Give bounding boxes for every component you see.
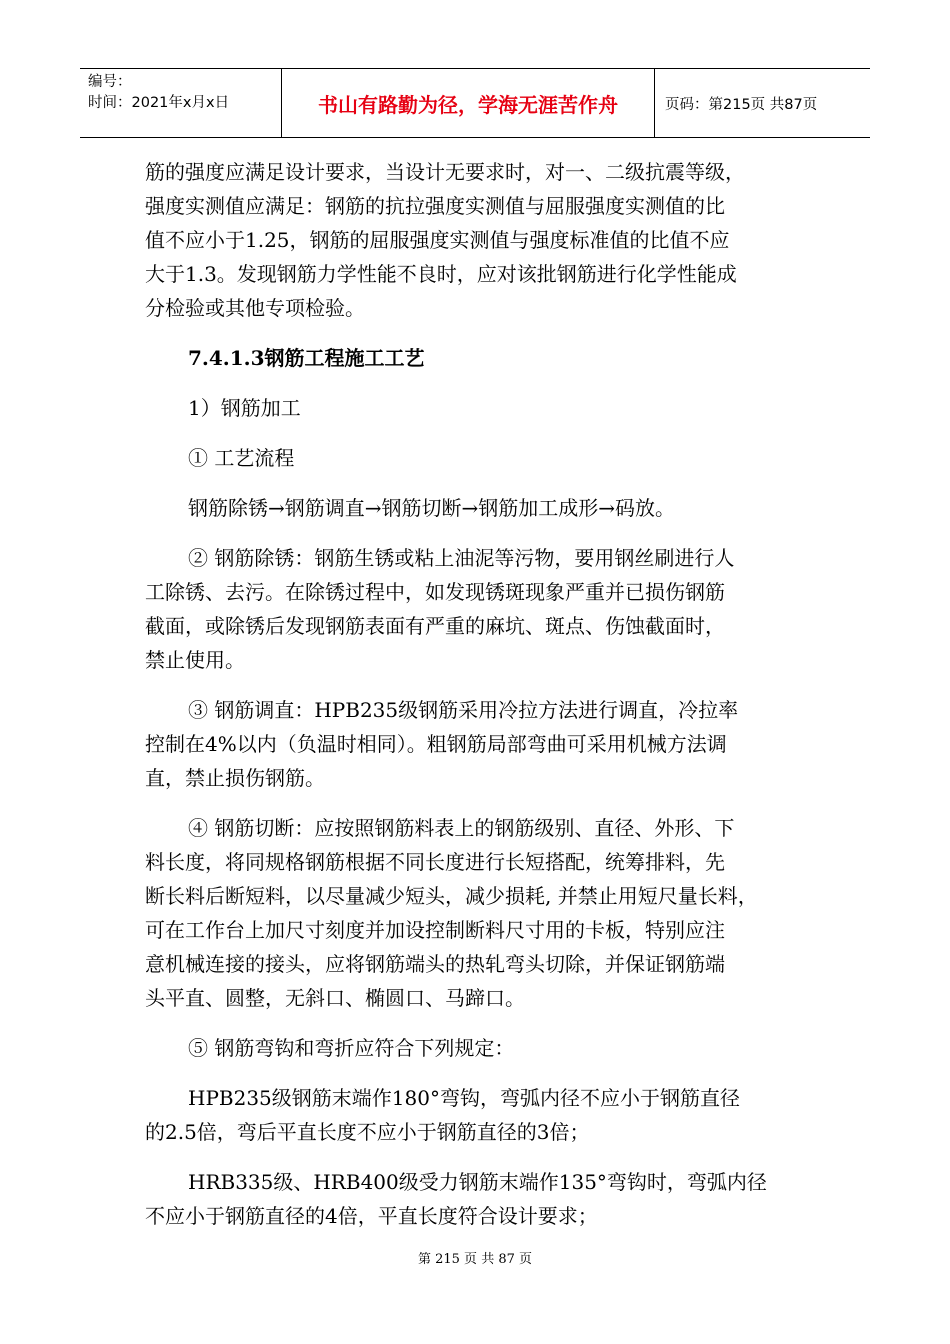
body-line: ② 钢筋除锈：钢筋生锈或粘上油泥等污物，要用钢丝刷进行人 xyxy=(188,546,735,570)
header-page-info: 页码：第215页 共87页 xyxy=(665,96,818,113)
body-line: 工除锈、去污。在除锈过程中，如发现锈斑现象严重并已损伤钢筋 xyxy=(145,580,725,604)
subsection-heading: 1）钢筋加工 xyxy=(188,396,301,420)
body-line: 强度实测值应满足：钢筋的抗拉强度实测值与屈服强度实测值的比 xyxy=(145,194,725,218)
body-line: 值不应小于1.25，钢筋的屈服强度实测值与强度标准值的比值不应 xyxy=(145,228,730,252)
body-line: HPB235级钢筋末端作180°弯钩，弯弧内径不应小于钢筋直径 xyxy=(188,1086,740,1110)
body-line: 意机械连接的接头，应将钢筋端头的热轧弯头切除，并保证钢筋端 xyxy=(145,952,725,976)
document-date: 时间：2021年x月x日 xyxy=(88,95,230,111)
body-line: 大于1.3。发现钢筋力学性能不良时，应对该批钢筋进行化学性能成 xyxy=(145,262,737,286)
body-line: HRB335级、HRB400级受力钢筋末端作135°弯钩时，弯弧内径 xyxy=(188,1170,767,1194)
document-body xyxy=(145,155,825,1233)
body-line: 可在工作台上加尺寸刻度并加设控制断料尺寸用的卡板，特别应注 xyxy=(145,918,725,942)
body-line: 不应小于钢筋直径的4倍，平直长度符合设计要求； xyxy=(145,1204,598,1228)
header-meta xyxy=(80,69,282,137)
body-line: 截面，或除锈后发现钢筋表面有严重的麻坑、斑点、伤蚀截面时， xyxy=(145,614,725,638)
body-line: ⑤ 钢筋弯钩和弯折应符合下列规定： xyxy=(188,1036,515,1060)
body-line: 分检验或其他专项检验。 xyxy=(145,296,365,320)
body-line: 的2.5倍，弯后平直长度不应小于钢筋直径的3倍； xyxy=(145,1120,590,1144)
body-line: 头平直、圆整，无斜口、椭圆口、马蹄口。 xyxy=(145,986,525,1010)
body-line: ④ 钢筋切断：应按照钢筋料表上的钢筋级别、直径、外形、下 xyxy=(188,816,735,840)
process-flow: 钢筋除锈→钢筋调直→钢筋切断→钢筋加工成形→码放。 xyxy=(188,496,676,520)
header-motto: 书山有路勤为径，学海无涯苦作舟 xyxy=(282,69,655,137)
body-line: ③ 钢筋调直：HPB235级钢筋采用冷拉方法进行调直，冷拉率 xyxy=(188,698,739,722)
list-item-heading: ① 工艺流程 xyxy=(188,446,295,470)
body-line: 禁止使用。 xyxy=(145,648,245,672)
page-header xyxy=(80,68,870,138)
document-number-label: 编号： xyxy=(88,74,132,90)
body-line: 料长度，将同规格钢筋根据不同长度进行长短搭配，统筹排料，先 xyxy=(145,850,725,874)
page-footer: 第 215 页 共 87 页 xyxy=(417,1252,533,1267)
body-line: 控制在4%以内（负温时相同）。粗钢筋局部弯曲可采用机械方法调 xyxy=(145,732,727,756)
section-heading: 7.4.1.3钢筋工程施工工艺 xyxy=(188,346,425,370)
body-line: 断长料后断短料，以尽量减少短头，减少损耗, 并禁止用短尺量长料， xyxy=(145,884,758,908)
body-line: 直，禁止损伤钢筋。 xyxy=(145,766,325,790)
body-line: 筋的强度应满足设计要求，当设计无要求时，对一、二级抗震等级， xyxy=(145,160,745,184)
